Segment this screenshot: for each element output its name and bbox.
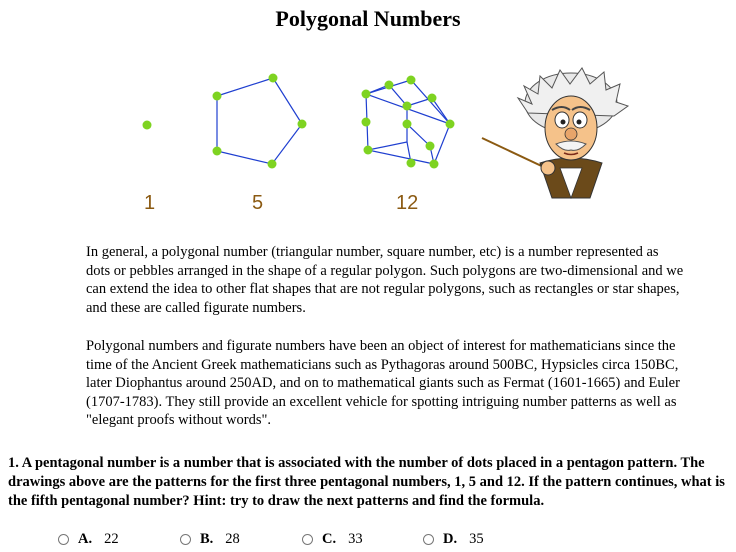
question-text: 1. A pentagonal number is a number that is associated with the number of dots placed in a pentagon pattern. The drawings above are the patterns for the first three pentagonal numbers, 1, 5 and 12. If the pattern continues, what is the fifth pentagonal number? Hint: try to draw the next patterns and find the formula.: [8, 455, 725, 509]
pentagonal-figure: [120, 58, 640, 223]
option-a-letter: A.: [78, 531, 93, 547]
radio-a[interactable]: [58, 534, 69, 545]
page-title: Polygonal Numbers: [275, 6, 461, 31]
pentagon-5: [217, 78, 302, 164]
option-b-letter: B.: [200, 531, 214, 547]
option-c[interactable]: [302, 531, 363, 548]
option-c-value: 33: [348, 531, 363, 547]
option-b[interactable]: [180, 531, 240, 548]
figure-label-12: 12: [396, 192, 419, 214]
intro-paragraph: In general, a polygonal number (triangular number, square number, etc) is a number represented as dots or pebbles arranged in the shape of a regular polygon. Such polygons are two-dimensional and we can extend the idea to other flat shapes that are not regular polygons, such as rectangles or star shapes, and these are called figurate numbers.: [86, 244, 684, 316]
option-a[interactable]: [58, 531, 119, 548]
radio-d[interactable]: [423, 534, 434, 545]
option-a-value: 22: [104, 531, 119, 547]
option-d-value: 35: [469, 531, 484, 547]
option-c-letter: C.: [322, 531, 337, 547]
option-d-letter: D.: [443, 531, 458, 547]
scientist-illustration: [482, 68, 628, 198]
pentagon-5-dots: [213, 74, 307, 169]
option-d[interactable]: [423, 531, 484, 548]
option-b-value: 28: [225, 531, 240, 547]
dot: [143, 121, 152, 130]
figure-label-5: 5: [252, 192, 264, 214]
radio-c[interactable]: [302, 534, 313, 545]
pentagon-diagram: [120, 58, 640, 223]
answer-options: [0, 527, 736, 551]
radio-b[interactable]: [180, 534, 191, 545]
pentagon-12-dots: [362, 76, 455, 169]
figure-label-1: 1: [144, 192, 156, 214]
history-paragraph: Polygonal numbers and figurate numbers have been an object of interest for mathematicians since the time of the Ancient Greek mathematicians such as Pythagoras around 500BC, Hypsicles circa 150BC, later Diophantus around 250AD, and on to mathematical giants such as Fermat (1601-1665) and Euler (1707-1783). They still provide an excellent vehicle for spotting intriguing number patterns as well as "elegant proofs without words".: [86, 338, 680, 428]
